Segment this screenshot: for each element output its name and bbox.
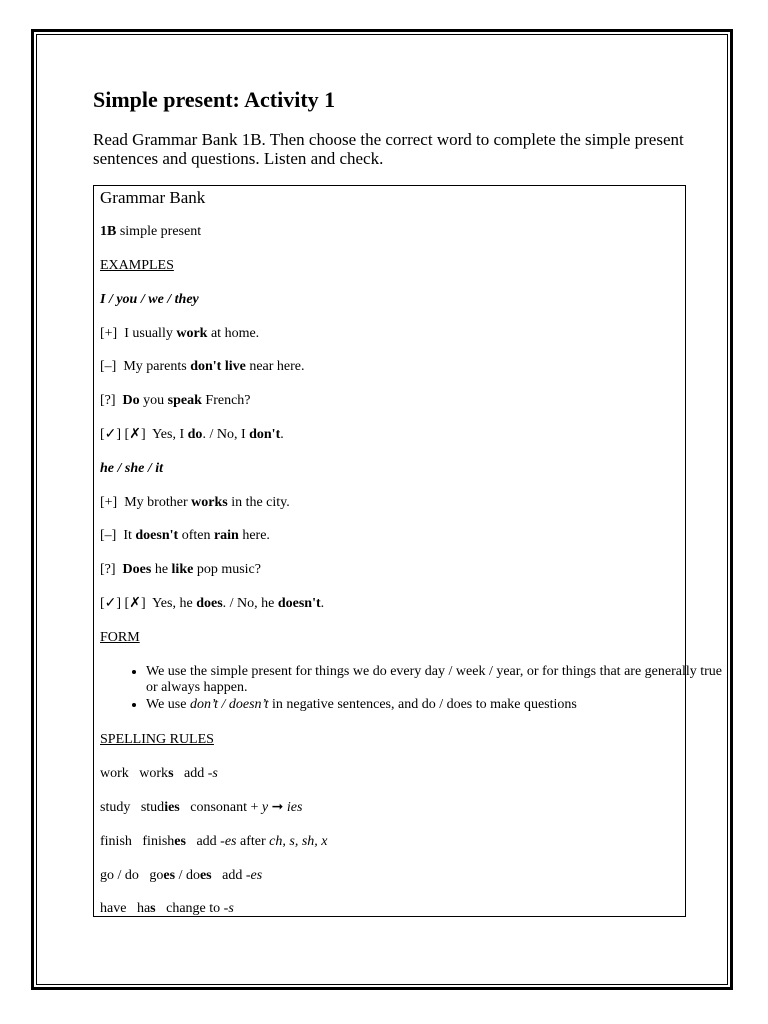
verb: work	[176, 326, 208, 341]
stem: work	[139, 766, 169, 781]
group1-label: I / you / we / they	[100, 292, 199, 307]
example-positive-2	[100, 494, 290, 511]
ending: es	[199, 868, 212, 883]
unit-code: 1B	[100, 224, 117, 239]
base-form: study	[100, 800, 131, 815]
example-question-2	[100, 561, 261, 578]
text: .	[320, 596, 325, 611]
rule: add -	[222, 868, 251, 883]
text: .	[280, 427, 284, 442]
text: I usually	[124, 326, 173, 341]
grammar-bank-box	[93, 185, 723, 917]
text: in the city.	[231, 495, 290, 510]
form-bullet-2	[146, 697, 726, 713]
text: . / No, he	[222, 596, 275, 611]
text: My parents	[123, 359, 187, 374]
example-negative-2	[100, 527, 270, 544]
stem: stud	[140, 800, 165, 815]
grammar-bank-heading: Grammar Bank	[100, 188, 206, 207]
tag: [–]	[100, 528, 117, 543]
rule: add -	[196, 834, 225, 849]
page-title: Simple present: Activity 1	[93, 87, 336, 112]
ending: s	[150, 901, 156, 916]
example-negative-1	[100, 358, 305, 375]
form-bullet-1: • We use the simple present for things we do every day / week / year, or for things that are generally true or always happen.	[146, 664, 726, 696]
text: you	[143, 393, 165, 408]
spelling-rule-3	[100, 833, 328, 850]
example-short-answer-1	[100, 426, 284, 443]
aux: Do	[122, 393, 140, 408]
aux: don't	[249, 427, 281, 442]
text: . / No, I	[202, 427, 246, 442]
verb: rain	[213, 528, 239, 543]
tag: [–]	[100, 359, 117, 374]
text: he	[154, 562, 169, 577]
verb: works	[191, 495, 228, 510]
base-form: have	[100, 901, 127, 916]
instructions: Read Grammar Bank 1B. Then choose the correct word to complete the simple present sentences and questions. Listen and check.	[93, 130, 684, 168]
base-form: go / do	[100, 868, 139, 883]
text: Yes, I	[152, 427, 185, 442]
letters: ch, s, sh, x	[269, 834, 328, 849]
spelling-rule-5	[100, 900, 234, 917]
rule: add -	[184, 766, 213, 781]
stem: go	[149, 868, 164, 883]
text: here.	[242, 528, 270, 543]
arrow-icon: ➞	[271, 800, 284, 815]
text: French?	[205, 393, 251, 408]
suffix: es	[224, 834, 237, 849]
tag: [+]	[100, 326, 118, 341]
text: Yes, he	[152, 596, 193, 611]
unit-name: simple present	[119, 224, 202, 239]
tag: [✓] [✗]	[100, 427, 146, 442]
stem: / do	[178, 868, 200, 883]
spelling-rule-4	[100, 867, 262, 884]
base-form: finish	[100, 834, 132, 849]
tag: [✓] [✗]	[100, 596, 146, 611]
tag: [?]	[100, 393, 116, 408]
suffix: es	[250, 868, 263, 883]
letter: y	[261, 800, 269, 815]
aux: do	[187, 427, 203, 442]
example-short-answer-2	[100, 595, 324, 612]
suffix: ies	[286, 800, 303, 815]
aux: does	[196, 596, 223, 611]
suffix: s	[212, 766, 218, 781]
text: don’t / doesn’t	[189, 697, 269, 712]
suffix: s	[228, 901, 234, 916]
example-positive-1	[100, 325, 259, 342]
rule: after	[240, 834, 266, 849]
form-bullets	[100, 664, 726, 714]
aux: Does	[122, 562, 152, 577]
example-question-1	[100, 392, 251, 409]
form-label: FORM	[100, 630, 140, 645]
aux: doesn't	[277, 596, 321, 611]
text: pop music?	[196, 562, 261, 577]
ending: s	[168, 766, 174, 781]
base-form: work	[100, 766, 129, 781]
examples-label: EXAMPLES	[100, 258, 174, 273]
ending: es	[174, 834, 186, 849]
text: My brother	[124, 495, 188, 510]
verb: like	[171, 562, 194, 577]
spelling-rule-2	[100, 799, 302, 816]
spelling-rule-1	[100, 765, 218, 782]
tag: [?]	[100, 562, 116, 577]
verb: don't live	[190, 359, 246, 374]
spelling-rules-label: SPELLING RULES	[100, 732, 214, 747]
rule: consonant +	[190, 800, 259, 815]
aux: doesn't	[135, 528, 179, 543]
ending: ies	[164, 800, 180, 815]
group2-label: he / she / it	[100, 461, 164, 476]
text: at home.	[210, 326, 260, 341]
text: in negative sentences, and do / does to make questions	[272, 697, 577, 712]
verb: speak	[167, 393, 202, 408]
stem: finish	[142, 834, 175, 849]
text: It	[123, 528, 132, 543]
ending: es	[163, 868, 176, 883]
text: We use	[146, 697, 187, 712]
stem: ha	[136, 901, 151, 916]
text: often	[181, 528, 211, 543]
text: near here.	[249, 359, 305, 374]
rule: change to -	[166, 901, 229, 916]
tag: [+]	[100, 495, 118, 510]
unit-line	[100, 223, 201, 240]
